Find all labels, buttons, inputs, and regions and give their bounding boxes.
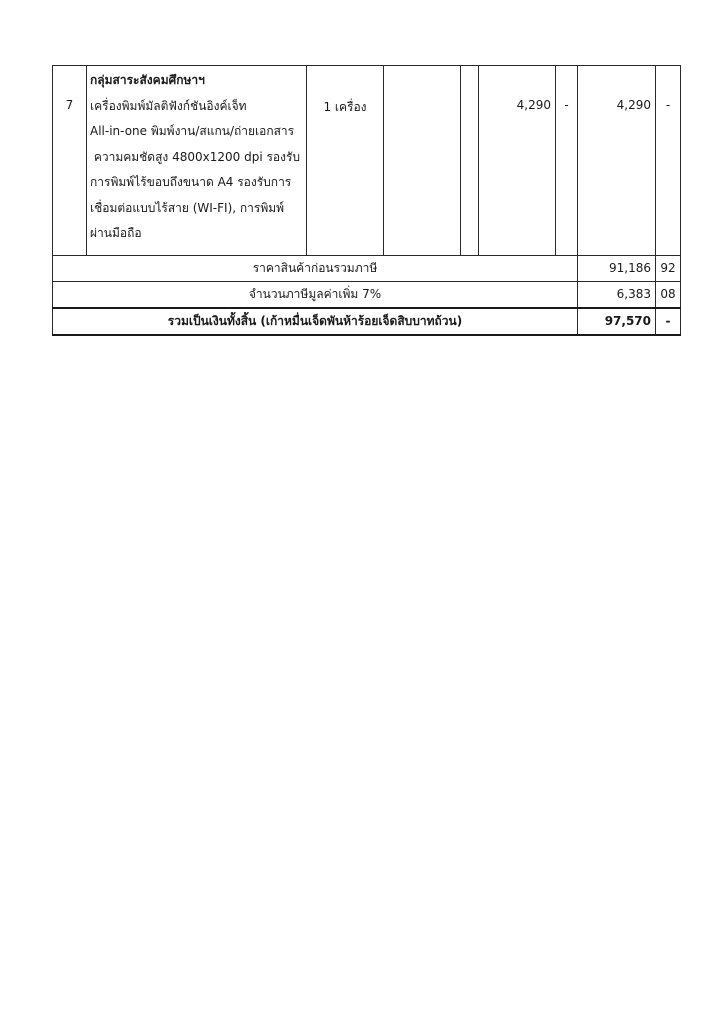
unit-price: 4,290 (479, 66, 556, 256)
empty-cell (461, 66, 479, 256)
total-fraction: - (656, 308, 681, 335)
subtotal-label: ราคาสินค้าก่อนรวมภาษี (53, 255, 578, 281)
description-line: ความคมชัดสูง 4800x1200 dpi รองรับ (90, 149, 301, 164)
total-row (53, 308, 681, 335)
description-line: เครื่องพิมพ์มัลติฟังก์ชันอิงค์เจ็ท (90, 98, 247, 113)
item-amount-fraction: - (656, 66, 681, 256)
item-group: กลุ่มสาระสังคมศึกษาฯ (90, 73, 205, 87)
item-quantity: 1 เครื่อง (307, 66, 384, 256)
vat-label: จำนวนภาษีมูลค่าเพิ่ม 7% (53, 281, 578, 308)
item-number: 7 (53, 66, 87, 256)
total-label: รวมเป็นเงินทั้งสิ้น (เก้าหมื่นเจ็ดพันห้าร้อยเจ็ดสิบบาทถ้วน) (53, 308, 578, 335)
vat-value: 6,383 (578, 281, 656, 308)
item-amount: 4,290 (578, 66, 656, 256)
description-line: เชื่อมต่อแบบไร้สาย (WI-FI), การพิมพ์ (90, 200, 285, 215)
item-description (87, 66, 307, 256)
total-value: 97,570 (578, 308, 656, 335)
price-table (52, 65, 681, 336)
description-line: ผ่านมือถือ (90, 226, 142, 240)
empty-cell (384, 66, 461, 256)
subtotal-value: 91,186 (578, 255, 656, 281)
description-line: การพิมพ์ไร้ขอบถึงขนาด A4 รองรับการ (90, 175, 292, 189)
item-row (53, 66, 681, 256)
vat-row (53, 281, 681, 308)
subtotal-fraction: 92 (656, 255, 681, 281)
subtotal-row (53, 255, 681, 281)
vat-fraction: 08 (656, 281, 681, 308)
unit-price-fraction: - (556, 66, 578, 256)
description-line: All-in-one พิมพ์งาน/สแกน/ถ่ายเอกสาร (90, 124, 295, 138)
